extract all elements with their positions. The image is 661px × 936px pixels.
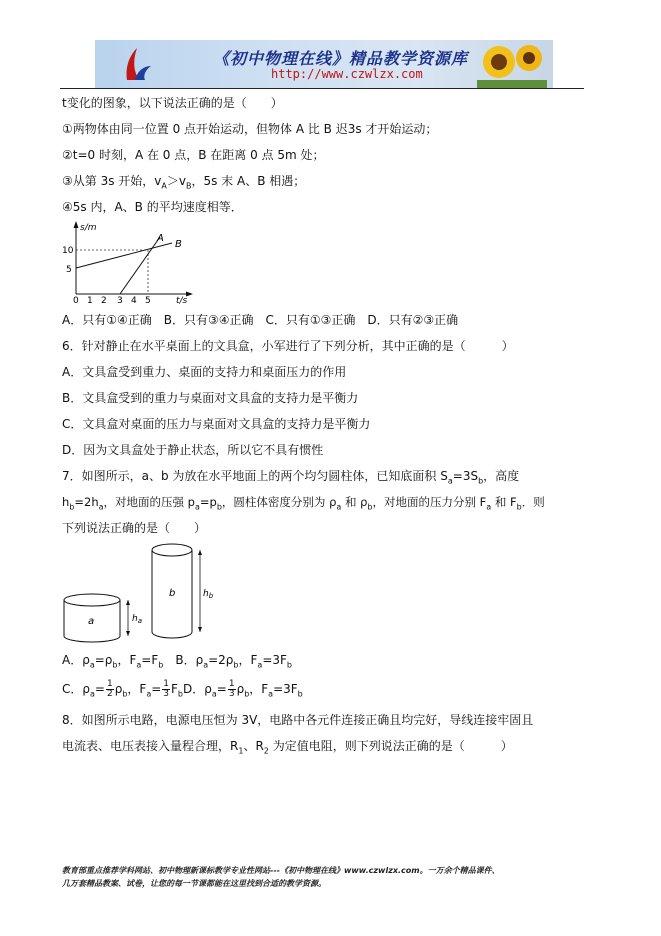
hb-arrow-up bbox=[198, 550, 202, 555]
graph-xlabel: t/s bbox=[176, 296, 188, 304]
hb-arrow-down bbox=[198, 627, 202, 632]
graph-line-b bbox=[76, 243, 172, 268]
graph-xtick-3: 3 bbox=[117, 296, 123, 304]
hb-label-sub: b bbox=[208, 592, 214, 600]
q8-l2-post: 为定值电阻，则下列说法正确的是（ ） bbox=[268, 739, 513, 753]
q5-s3-post: ，5s 末 A、B 相遇； bbox=[191, 174, 306, 188]
graph-xtick-2: 2 bbox=[101, 296, 107, 304]
q7-b-1: B．ρ bbox=[163, 653, 204, 667]
cyl-a-bottom bbox=[64, 636, 120, 642]
q6-option-c: C．文具盒对桌面的压力与桌面对文具盒的支持力是平衡力 bbox=[62, 417, 371, 431]
q5-s3-gt: ＞v bbox=[166, 174, 186, 188]
q7-a-s3: a bbox=[136, 660, 142, 670]
q7-line-1 bbox=[62, 468, 519, 489]
q7-b-2: =2ρ bbox=[208, 653, 234, 667]
q6-option-b: B．文具盒受到的重力与桌面对文具盒的支持力是平衡力 bbox=[62, 391, 359, 405]
q7-l2-p8: 和 F bbox=[491, 495, 517, 509]
q5-intro: t变化的图象，以下说法正确的是（ ） bbox=[62, 96, 283, 110]
header-banner bbox=[95, 40, 553, 88]
q7-b-s4: b bbox=[286, 660, 292, 670]
q7-l1-mid: =3S bbox=[452, 469, 479, 483]
q7-c-s1: a bbox=[90, 689, 95, 699]
ha-label-h: h bbox=[132, 614, 138, 624]
graph-xtick-1: 1 bbox=[87, 296, 93, 304]
q7-c-frac-1 bbox=[106, 680, 114, 699]
q8-l2-s2: 2 bbox=[263, 746, 269, 756]
q7-l2-p3: ，对地面的压强 p bbox=[103, 495, 195, 509]
sunflower-icon bbox=[477, 40, 547, 88]
q5-statement-1: ①两物体由同一位置 0 点开始运动，但物体 A 比 B 迟3s 才开始运动； bbox=[62, 122, 438, 136]
graph-xtick-4: 4 bbox=[131, 296, 137, 304]
q5-statement-4: ④5s 内，A、B 的平均速度相等． bbox=[62, 200, 243, 214]
q7-l2-s1: b bbox=[69, 502, 75, 512]
banner-title: 《初中物理在线》精品教学资源库 bbox=[213, 49, 469, 68]
q7-a-s4: b bbox=[158, 660, 164, 670]
q5-s3-sub-b: B bbox=[185, 181, 192, 191]
q7-options-ab bbox=[62, 652, 292, 673]
graph-line-a bbox=[120, 237, 160, 294]
cylinders-figure bbox=[60, 538, 220, 646]
graph-xtick-0: 0 bbox=[73, 296, 79, 304]
q6-option-d: D．因为文具盒处于静止状态，所以它不具有惯性 bbox=[62, 443, 324, 457]
q7-c-frac-2-den: 3 bbox=[163, 689, 170, 699]
q7-a-4: =F bbox=[141, 653, 159, 667]
q7-d-1: D．ρ bbox=[183, 682, 212, 696]
q7-c-4: ，F bbox=[127, 682, 147, 696]
q6-stem: 6．针对静止在水平桌面上的文具盒，小军进行了下列分析，其中正确的是（ ） bbox=[62, 339, 514, 353]
q8-line-2 bbox=[62, 738, 513, 759]
q7-d-s3: a bbox=[268, 689, 274, 699]
q8-l2-mid: 、R bbox=[243, 739, 264, 753]
q7-a-s2: b bbox=[112, 660, 118, 670]
graph-xtick-5: 5 bbox=[145, 296, 151, 304]
q8-l2-s1: 1 bbox=[238, 746, 244, 756]
q7-d-4: ，F bbox=[249, 682, 269, 696]
q7-d-frac bbox=[228, 680, 236, 699]
graph-label-b: B bbox=[175, 239, 182, 250]
q7-l2-s6: b bbox=[367, 502, 373, 512]
q5-statement-2: ②t=0 时刻，A 在 0 点，B 在距离 0 点 5m 处； bbox=[62, 148, 325, 162]
q7-l2-p7: ，对地面的压力分别 F bbox=[372, 495, 487, 509]
q7-d-s2: b bbox=[244, 689, 250, 699]
st-graph bbox=[60, 220, 200, 304]
graph-ytick-10: 10 bbox=[62, 246, 74, 256]
cyl-a-label: a bbox=[88, 616, 95, 627]
q7-c-frac-1-den: 2 bbox=[106, 689, 113, 699]
q7-b-3: ，F bbox=[238, 653, 258, 667]
q7-l2-s8: b bbox=[516, 502, 522, 512]
q6-option-a: A．文具盒受到重力、桌面的支持力和桌面压力的作用 bbox=[62, 365, 347, 379]
footer-line-2: 几万套精品教案、试卷，让您的每一节课都能在这里找到合适的教学资源。 bbox=[62, 879, 326, 888]
q7-d-s4: b bbox=[297, 689, 303, 699]
q7-l2-s7: a bbox=[486, 502, 492, 512]
q7-b-4: =3F bbox=[262, 653, 287, 667]
banner-url: http://www.czwlzx.com bbox=[271, 67, 423, 81]
q7-l2-s5: a bbox=[336, 502, 342, 512]
q7-l2-s2: a bbox=[98, 502, 104, 512]
q8-line-1: 8．如图所示电路，电源电压恒为 3V，电路中各元件连接正确且均完好，导线连接牢固且 bbox=[62, 713, 534, 727]
q7-c-frac-2-num: 1 bbox=[163, 679, 170, 689]
q5-options: A．只有①④正确 B．只有③④正确 C．只有①③正确 D．只有②③正确 bbox=[62, 313, 459, 327]
cyl-b-label: b bbox=[169, 588, 176, 599]
header-rule bbox=[60, 88, 584, 89]
q7-d-frac-den: 3 bbox=[228, 689, 235, 699]
q7-l1-post: ，高度 bbox=[483, 469, 520, 483]
hb-label bbox=[203, 589, 214, 600]
q7-line-3: 下列说法正确的是（ ） bbox=[62, 521, 207, 535]
ha-arrow-up bbox=[126, 600, 130, 605]
q7-l1-sub-b: b bbox=[478, 476, 484, 486]
q7-c-frac-2 bbox=[162, 680, 170, 699]
cyl-b-bottom bbox=[152, 632, 192, 638]
q7-b-s1: a bbox=[203, 660, 209, 670]
q5-s3-sub-a: A bbox=[161, 181, 167, 191]
page-footer bbox=[62, 864, 602, 890]
ha-arrow-down bbox=[126, 631, 130, 636]
q8-l2-pre: 电流表、电压表接入量程合理，R bbox=[62, 739, 239, 753]
q7-d-5: =3F bbox=[273, 682, 298, 696]
q7-l2-s3: a bbox=[195, 502, 200, 512]
q7-a-3: ，F bbox=[117, 653, 137, 667]
q7-line-2 bbox=[62, 494, 545, 515]
q7-l1-pre: 7．如图所示，a、b 为放在水平地面上的两个均匀圆柱体，已知底面积 S bbox=[62, 469, 448, 483]
cyl-b-top bbox=[152, 544, 192, 556]
q7-c-s4: b bbox=[177, 689, 183, 699]
ha-label-sub: a bbox=[137, 617, 143, 625]
q7-a-2: =ρ bbox=[94, 653, 113, 667]
graph-ylabel: s/m bbox=[80, 223, 97, 233]
q7-options-cd bbox=[62, 678, 303, 705]
q5-statement-3 bbox=[62, 173, 305, 194]
q7-l2-p4: =p bbox=[199, 495, 217, 509]
q7-l2-p5: ，圆柱体密度分别为 ρ bbox=[221, 495, 337, 509]
footer-line-1: 教育部重点推荐学科网站、初中物理新课标教学专业性网站---《初中物理在线》www.czwlzx.com。一万余个精品课件、 bbox=[62, 866, 500, 875]
q7-c-3: ρ bbox=[114, 682, 123, 696]
q7-l2-p9: ．则 bbox=[521, 495, 545, 509]
q7-l2-s4: b bbox=[216, 502, 222, 512]
q7-c-2: = bbox=[94, 682, 105, 696]
site-logo-icon bbox=[123, 46, 153, 82]
q7-l1-sub-a: a bbox=[447, 476, 453, 486]
q7-b-s2: b bbox=[233, 660, 239, 670]
q7-c-frac-1-num: 1 bbox=[106, 679, 113, 689]
q7-c-s2: b bbox=[122, 689, 128, 699]
q7-c-5: = bbox=[151, 682, 162, 696]
q7-c-6: F bbox=[171, 682, 178, 696]
q7-d-frac-num: 1 bbox=[228, 679, 235, 689]
q7-b-s3: a bbox=[257, 660, 263, 670]
cyl-a-top bbox=[64, 594, 120, 606]
q7-a-1: A．ρ bbox=[62, 653, 90, 667]
q7-l2-p6: 和 ρ bbox=[341, 495, 368, 509]
q5-s3-pre: ③从第 3s 开始，v bbox=[62, 174, 162, 188]
q7-d-s1: a bbox=[211, 689, 217, 699]
q7-c-s3: a bbox=[146, 689, 152, 699]
q7-l2-p1: h bbox=[62, 495, 70, 509]
graph-ytick-5: 5 bbox=[66, 265, 72, 275]
q7-a-s1: a bbox=[89, 660, 95, 670]
graph-y-arrow bbox=[74, 221, 79, 228]
q7-d-2: = bbox=[216, 682, 227, 696]
graph-label-a: A bbox=[157, 233, 164, 244]
q7-c-1: C．ρ bbox=[62, 682, 90, 696]
hb-label-h: h bbox=[203, 589, 209, 599]
q7-l2-p2: =2h bbox=[74, 495, 99, 509]
q7-d-3: ρ bbox=[236, 682, 245, 696]
ha-label bbox=[132, 614, 142, 625]
